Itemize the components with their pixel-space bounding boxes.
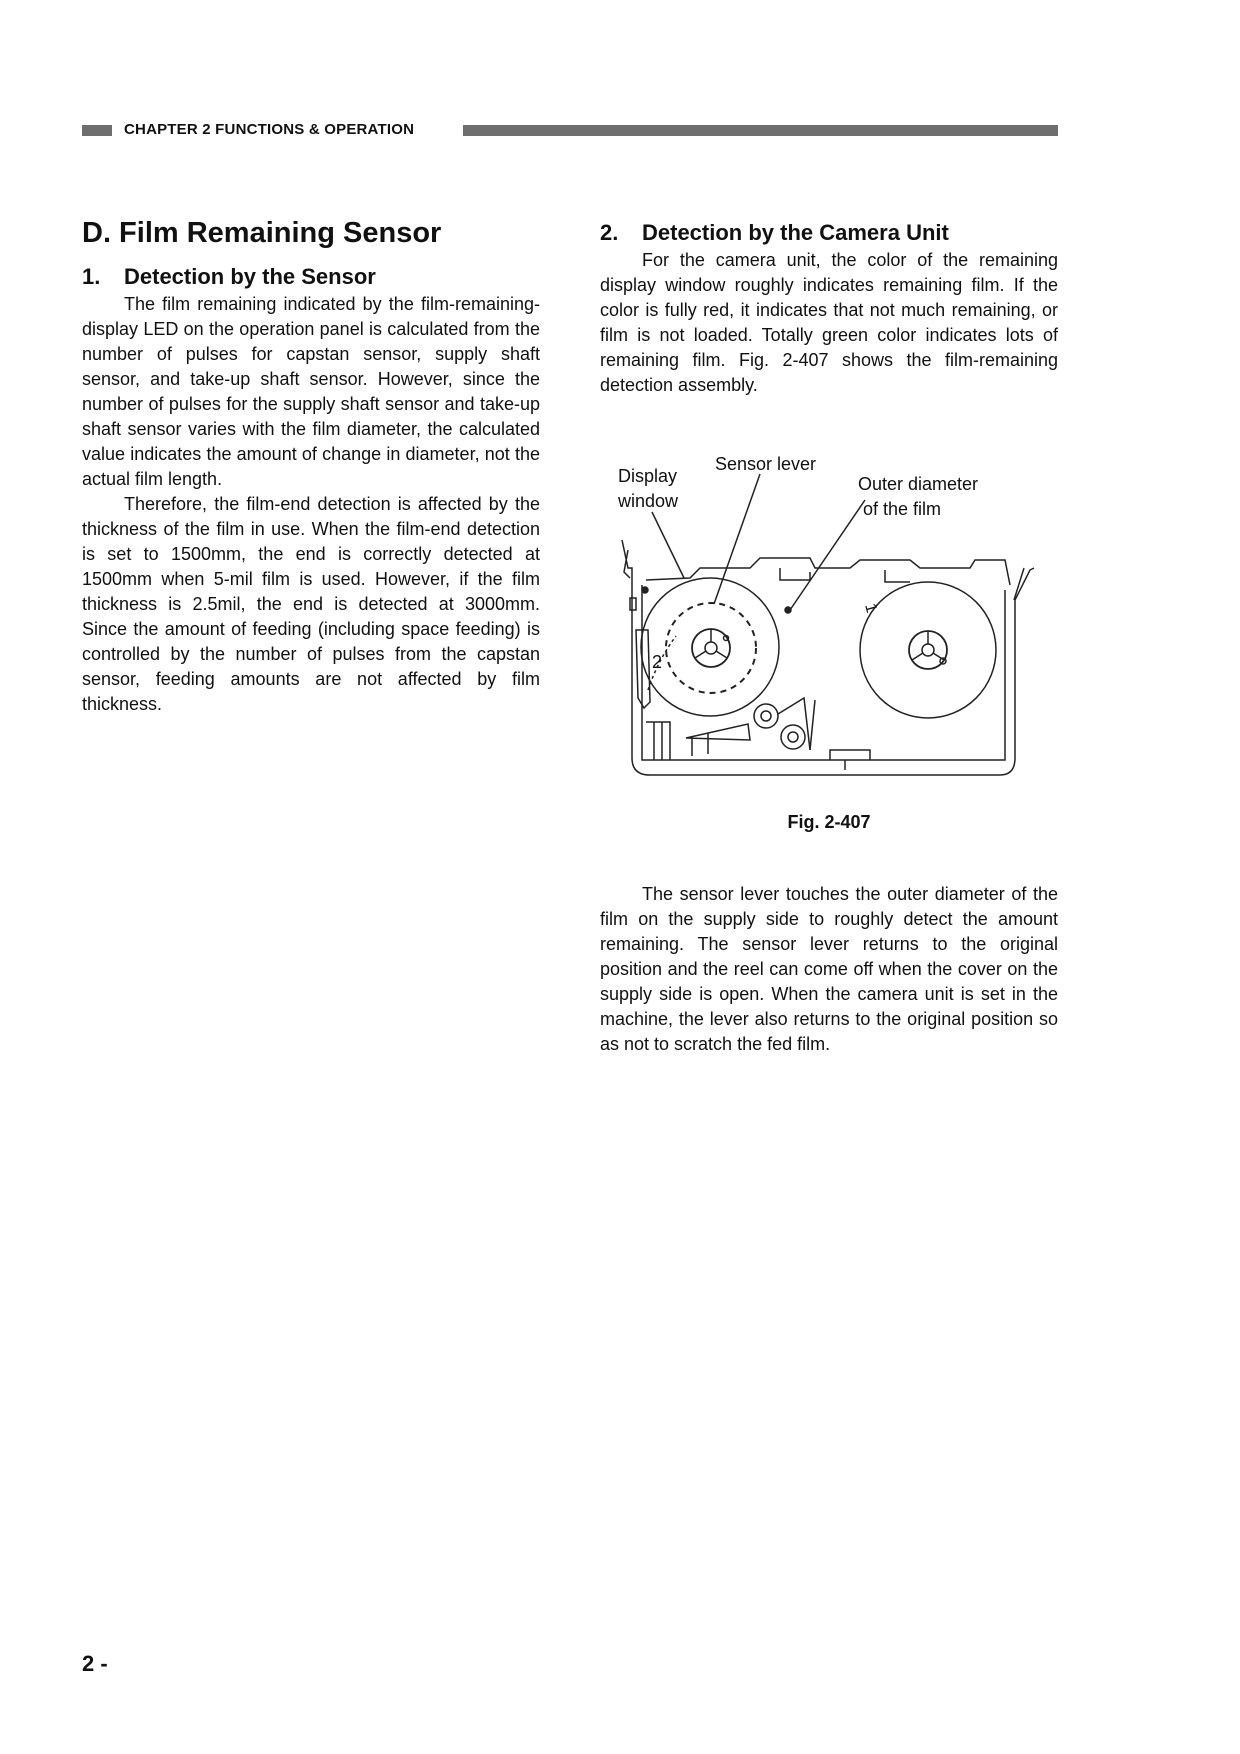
label-display: Display	[618, 466, 678, 486]
figure-caption: Fig. 2-407	[787, 812, 871, 832]
subsection-1-title: Detection by the Sensor	[124, 264, 376, 289]
subsection-1-number: 1.	[82, 264, 101, 289]
label-of-the-film: of the film	[863, 499, 942, 519]
header-left-bar	[82, 125, 112, 136]
figure-2-407	[610, 450, 1050, 790]
right-column-lower	[600, 882, 1058, 1057]
subsection-2-heading	[600, 218, 1058, 248]
subsection-2-number: 2.	[600, 220, 619, 245]
label-window: window	[618, 491, 679, 511]
subsection-2-paragraph-2: The sensor lever touches the outer diameter of the film on the supply side to roughly detect the amount remaining. The sensor lever returns to the original position and the reel can come off when the cover on the supply side is open. When the camera unit is set in the machine, the lever also returns to the original position so as not to scratch the fed film.	[600, 884, 1058, 1054]
header-right-bar	[463, 125, 1058, 136]
subsection-2-title: Detection by the Camera Unit	[642, 220, 949, 245]
page-number: 2 -	[82, 1651, 108, 1676]
right-column	[600, 218, 1058, 398]
subsection-1-paragraph-1: The film remaining indicated by the film-remaining-display LED on the operation panel is calculated from the number of pulses for capstan sensor, supply shaft sensor, and take-up shaft sensor. However, since the number of pulses for the supply shaft sensor and take-up shaft sensor varies with the film diameter, the calculated value indicates the amount of change in diameter, not the actual film length.	[82, 294, 540, 489]
label-outer-diameter: Outer diameter	[858, 474, 979, 494]
left-column	[82, 214, 540, 717]
reel-marker-1: 1	[861, 601, 880, 615]
camera-unit-drawing	[610, 450, 1050, 790]
subsection-1-paragraph-2: Therefore, the film-end detection is affected by the thickness of the film in use. When the film-end detection is set to 1500mm, the end is correctly detected at 1500mm when 5-mil film is used. However, if the film thickness is 2.5mil, the end is detected at 3000mm. Since the amount of feeding (including space feeding) is controlled by the number of pulses from the capstan sensor, feeding amounts are not affected by film thickness.	[82, 494, 540, 714]
reel-marker-2: 2	[652, 652, 663, 672]
section-title: D. Film Remaining Sensor	[82, 217, 442, 249]
chapter-header	[82, 122, 1058, 138]
subsection-2-paragraph-1: For the camera unit, the color of the remaining display window roughly indicates remaining film. If the color is fully red, it indicates that not much remaining, or film is not loaded. Totally green color indicates lots of remaining film. Fig. 2-407 shows the film-remaining detection assembly.	[600, 250, 1058, 395]
label-sensor-lever: Sensor lever	[715, 454, 817, 474]
subsection-1-heading	[82, 262, 540, 292]
chapter-title: CHAPTER 2 FUNCTIONS & OPERATION	[124, 121, 415, 138]
